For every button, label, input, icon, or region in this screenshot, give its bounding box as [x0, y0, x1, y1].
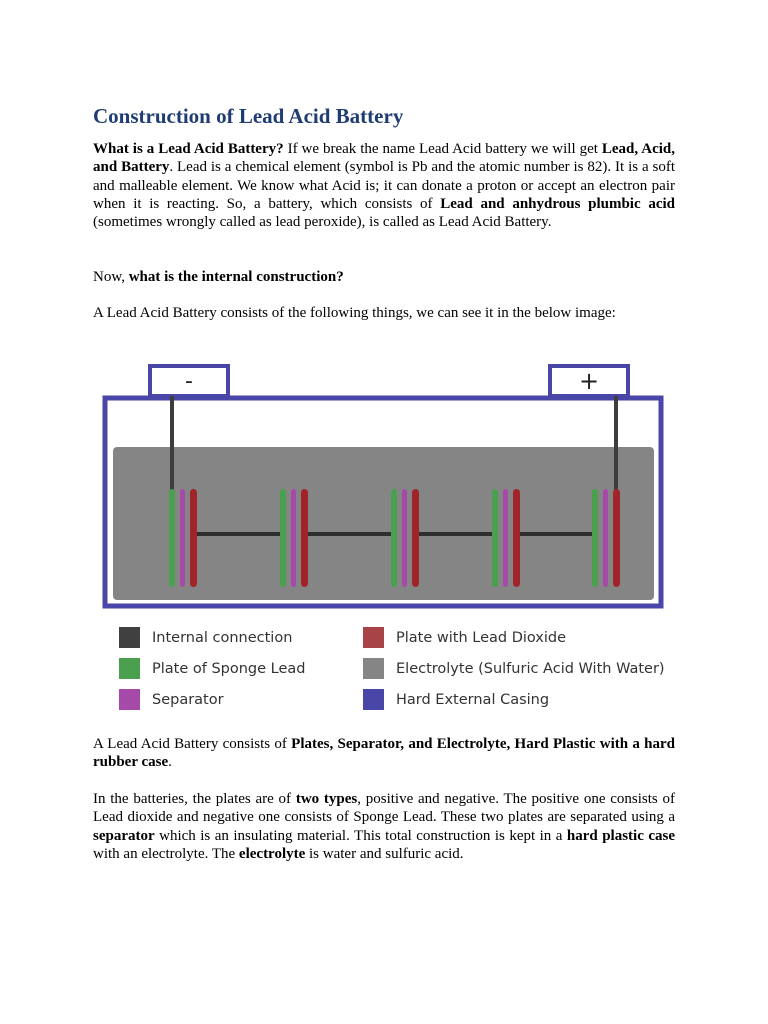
- lead-dioxide-plate: [613, 489, 620, 587]
- legend-swatch: [363, 627, 384, 648]
- lead-dioxide-plate: [190, 489, 197, 587]
- legend-item: [119, 689, 224, 710]
- plate-group: [592, 489, 620, 587]
- legend-item: [363, 689, 549, 710]
- sponge-lead-plate: [280, 489, 286, 587]
- legend-label: Hard External Casing: [396, 692, 550, 708]
- separator-plate: [402, 489, 407, 587]
- legend-swatch: [119, 658, 140, 679]
- question-heading: What is a Lead Acid Battery?: [93, 141, 284, 157]
- legend-swatch: [363, 658, 384, 679]
- legend-swatch: [119, 689, 140, 710]
- legend-label: Separator: [152, 692, 224, 708]
- legend-label: Internal connection: [152, 630, 293, 646]
- plate-group: [391, 489, 419, 587]
- separator-plate: [603, 489, 608, 587]
- components-paragraph: A Lead Acid Battery consists of Plates, Separator, and Electrolyte, Hard Plastic with a hard rubber case.: [93, 736, 675, 771]
- plates-paragraph: In the batteries, the plates are of two types, positive and negative. The positive one consists of Lead dioxide and negative one consists of Sponge Lead. These two plates are separated using a separator which is an insulating material. This total construction is kept in a hard plastic case with an electrolyte. The electrolyte is water and sulfuric acid.: [93, 791, 675, 862]
- legend-swatch: [363, 689, 384, 710]
- plate-group: [280, 489, 308, 587]
- legend-item: [119, 627, 292, 648]
- positive-symbol: +: [578, 367, 600, 395]
- separator-plate: [503, 489, 508, 587]
- legend-item: [363, 627, 566, 648]
- legend-swatch: [119, 627, 140, 648]
- sponge-lead-plate: [391, 489, 397, 587]
- negative-symbol: -: [185, 369, 193, 394]
- sponge-lead-plate: [492, 489, 498, 587]
- legend-item: [363, 658, 665, 679]
- page-title: Construction of Lead Acid Battery: [93, 104, 404, 128]
- legend-label: Electrolyte (Sulfuric Acid With Water): [396, 661, 665, 677]
- legend-item: [119, 658, 306, 679]
- lead-dioxide-plate: [412, 489, 419, 587]
- separator-plate: [180, 489, 185, 587]
- legend-label: Plate of Sponge Lead: [152, 661, 306, 677]
- figure-intro-paragraph: A Lead Acid Battery consists of the following things, we can see it in the below image:: [93, 305, 616, 321]
- lead-dioxide-plate: [301, 489, 308, 587]
- lead-dioxide-plate: [513, 489, 520, 587]
- sponge-lead-plate: [592, 489, 598, 587]
- intro-paragraph: What is a Lead Acid Battery? If we break the name Lead Acid battery we will get Lead, Acid, and Battery. Lead is a chemical element (symbol is Pb and the atomic number is 82). It is a soft and malleable element. We know what Acid is; it can donate a proton or accept an electron pair when it is reacting. So, a battery, which consists of Lead and anhydrous plumbic acid (sometimes wrongly called as lead peroxide), is called as Lead Acid Battery.: [93, 141, 676, 231]
- plate-group: [169, 489, 197, 587]
- separator-plate: [291, 489, 296, 587]
- sponge-lead-plate: [169, 489, 175, 587]
- diagram-legend: [119, 627, 665, 710]
- plate-group: [492, 489, 520, 587]
- legend-label: Plate with Lead Dioxide: [396, 630, 567, 646]
- battery-diagram: [95, 362, 675, 712]
- question-paragraph: Now, what is the internal construction?: [93, 269, 344, 285]
